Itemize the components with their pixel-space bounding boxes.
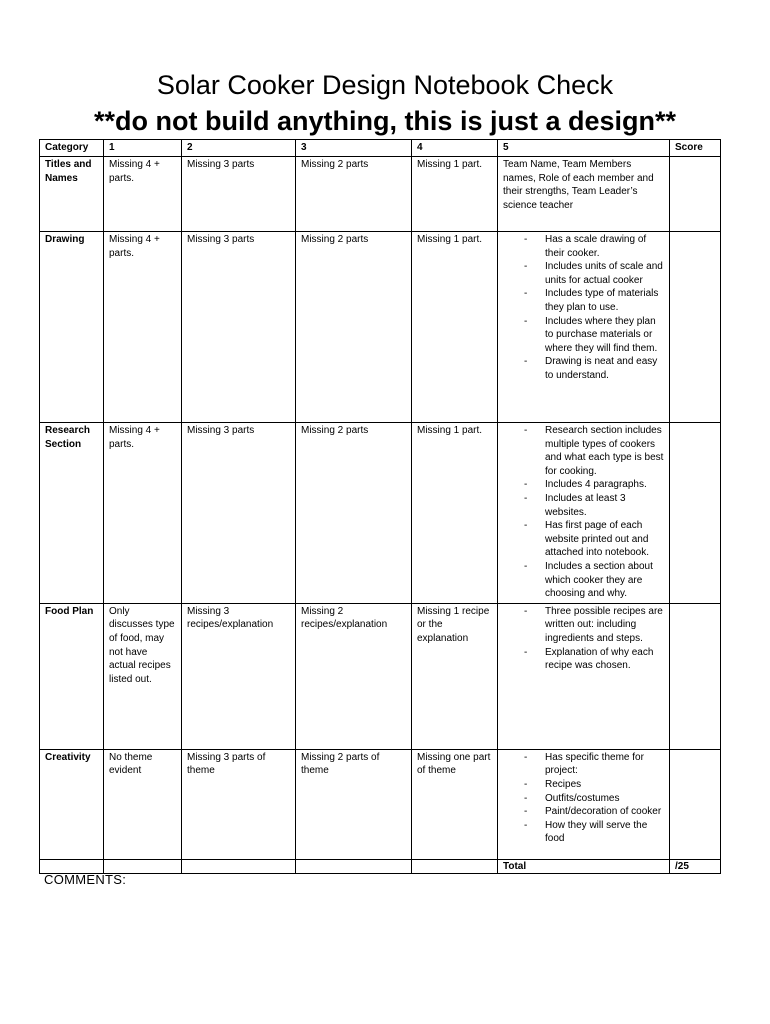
level-1-cell: Missing 4 + parts. (104, 232, 182, 423)
total-label: Total (498, 859, 670, 874)
level-1-cell: No theme evident (104, 749, 182, 859)
level-2-cell: Missing 3 parts (182, 232, 296, 423)
rubric-table (39, 139, 721, 874)
category-cell: Titles and Names (40, 157, 104, 232)
criteria-item: - Includes at least 3 websites. (503, 492, 664, 519)
score-cell (670, 423, 721, 604)
total-value: /25 (670, 859, 721, 874)
score-cell (670, 749, 721, 859)
header-row (40, 140, 721, 157)
criteria-item: - Includes 4 paragraphs. (503, 478, 664, 492)
comments-label: COMMENTS: (44, 872, 127, 887)
criteria-item: - How they will serve the food (503, 819, 664, 846)
category-cell: Research Section (40, 423, 104, 604)
score-cell (670, 232, 721, 423)
level-1-cell: Missing 4 + parts. (104, 423, 182, 604)
criteria-list (503, 605, 664, 673)
table-row (40, 749, 721, 859)
criteria-item: - Has a scale drawing of their cooker. (503, 233, 664, 260)
category-cell: Food Plan (40, 603, 104, 749)
score-cell (670, 603, 721, 749)
level-2-cell: Missing 3 recipes/explanation (182, 603, 296, 749)
criteria-item: - Research section includes multiple types of cookers and what each type is best for cooking. (503, 424, 664, 478)
header-category: Category (40, 140, 104, 157)
level-3-cell: Missing 2 parts (296, 423, 412, 604)
level-2-cell: Missing 3 parts (182, 423, 296, 604)
criteria-item: - Paint/decoration of cooker (503, 805, 664, 819)
level-4-cell: Missing 1 recipe or the explanation (412, 603, 498, 749)
level-3-cell: Missing 2 parts of theme (296, 749, 412, 859)
total-empty-cell (296, 859, 412, 874)
page-title: Solar Cooker Design Notebook Check (156, 70, 614, 100)
level-2-cell: Missing 3 parts (182, 157, 296, 232)
level-2-cell: Missing 3 parts of theme (182, 749, 296, 859)
header-5: 5 (498, 140, 670, 157)
level-4-cell: Missing one part of theme (412, 749, 498, 859)
header-1: 1 (104, 140, 182, 157)
criteria-item: - Has specific theme for project: (503, 751, 664, 778)
page-subtitle: **do not build anything, this is just a design** (93, 106, 677, 136)
criteria-list (503, 751, 664, 846)
criteria-item: - Includes units of scale and units for actual cooker (503, 260, 664, 287)
level-1-cell: Only discusses type of food, may not have actual recipes listed out. (104, 603, 182, 749)
level-4-cell: Missing 1 part. (412, 232, 498, 423)
criteria-item: - Drawing is neat and easy to understand. (503, 355, 664, 382)
level-1-cell: Missing 4 + parts. (104, 157, 182, 232)
criteria-item: - Includes type of materials they plan to use. (503, 287, 664, 314)
level-5-cell (498, 603, 670, 749)
total-row (40, 859, 721, 874)
criteria-list (503, 233, 664, 383)
total-empty-cell (412, 859, 498, 874)
criteria-item: - Outfits/costumes (503, 792, 664, 806)
level-5-text: Team Name, Team Members names, Role of each member and their strengths, Team Leader’s science teacher (503, 159, 654, 211)
total-empty-cell (182, 859, 296, 874)
level-5-cell (498, 749, 670, 859)
level-5-cell (498, 232, 670, 423)
level-4-cell: Missing 1 part. (412, 157, 498, 232)
level-3-cell: Missing 2 parts (296, 157, 412, 232)
criteria-item: - Includes where they plan to purchase materials or where they will find them. (503, 315, 664, 356)
table-row (40, 232, 721, 423)
category-cell: Drawing (40, 232, 104, 423)
level-3-cell: Missing 2 recipes/explanation (296, 603, 412, 749)
level-5-cell (498, 157, 670, 232)
criteria-item: - Recipes (503, 778, 664, 792)
score-cell (670, 157, 721, 232)
header-4: 4 (412, 140, 498, 157)
criteria-item: - Has first page of each website printed out and attached into notebook. (503, 519, 664, 560)
criteria-item: - Includes a section about which cooker they are choosing and why. (503, 560, 664, 601)
header-2: 2 (182, 140, 296, 157)
level-5-cell (498, 423, 670, 604)
criteria-list (503, 424, 664, 601)
category-cell: Creativity (40, 749, 104, 859)
criteria-item: - Explanation of why each recipe was chosen. (503, 646, 664, 673)
criteria-item: - Three possible recipes are written out: including ingredients and steps. (503, 605, 664, 646)
table-row (40, 603, 721, 749)
header-3: 3 (296, 140, 412, 157)
header-score: Score (670, 140, 721, 157)
table-row (40, 423, 721, 604)
table-row (40, 157, 721, 232)
level-4-cell: Missing 1 part. (412, 423, 498, 604)
level-3-cell: Missing 2 parts (296, 232, 412, 423)
